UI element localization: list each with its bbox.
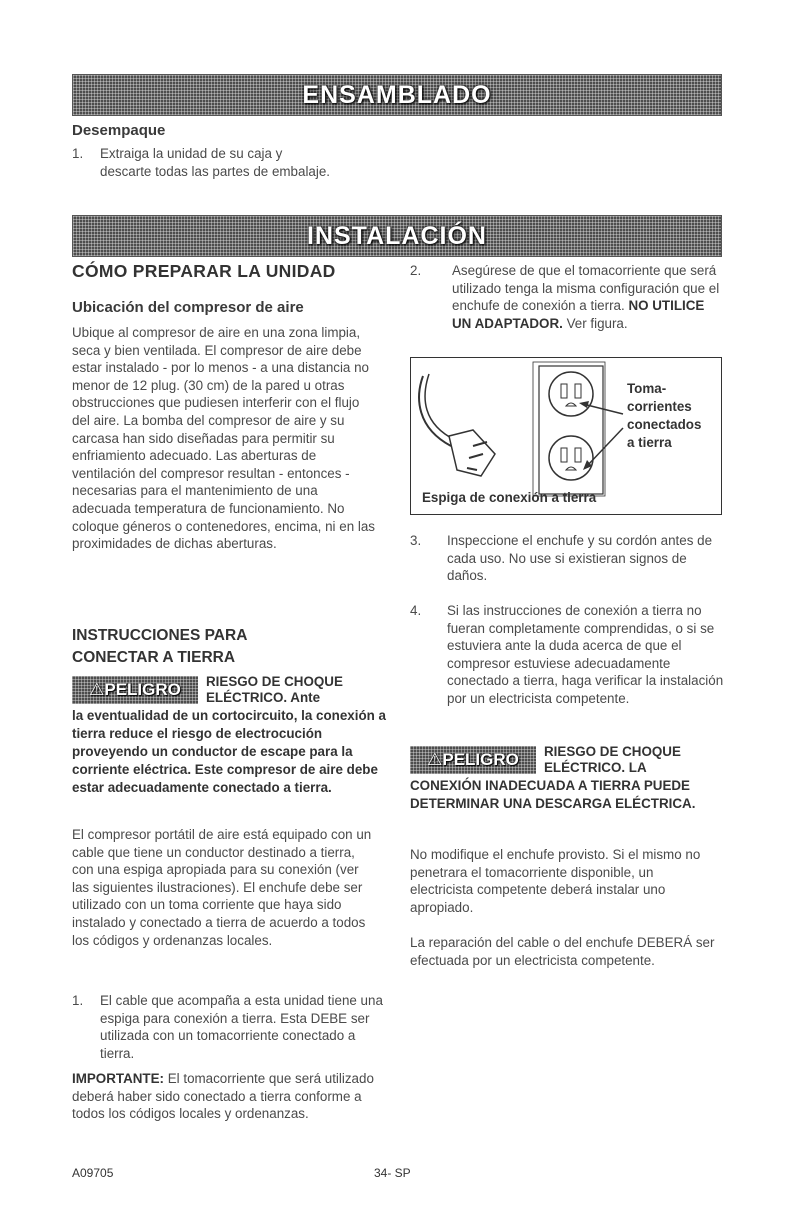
importante-label: IMPORTANTE: — [72, 1071, 164, 1086]
right-item-2 — [410, 262, 726, 332]
modifique-paragraph: No modifique el enchufe provisto. Si el mismo no penetrara el tomacorriente disponible, un electricista competente deberá instalar uno apropiado. — [410, 847, 701, 915]
label-line: conectados — [627, 417, 702, 432]
como-preparar-title: CÓMO PREPARAR LA UNIDAD — [72, 261, 336, 281]
list-text: Si las instrucciones de conexión a tierra no fueran completamente comprendidas, o si se estuviera ante la duda acerca de que el compresor estuviese adecuadamente conectado a tierra, haga verificar la instalación por un electricista competente. — [447, 603, 724, 706]
warning-text: CONEXIÓN INADECUADA A TIERRA PUEDE DETERMINAR UNA DESCARGA ELÉCTRICA. — [410, 778, 696, 811]
peligro-badge — [410, 746, 536, 774]
outlet-receptacle-bottom — [549, 436, 593, 480]
grounding-figure — [410, 357, 722, 515]
importante-paragraph — [72, 1070, 387, 1123]
desempaque-item-1 — [72, 145, 337, 180]
ubicacion-paragraph: Ubique al compresor de aire en una zona limpia, seca y bien ventilada. El compresor de aire debe estar instalado - por lo menos - a una distancia no menor de 12 plug. (30 cm) de la pared u otras obstrucciones que pudiesen interferir con el flujo del aire. La bomba del compresor de aire y su carcasa han sido diseñadas para permitir su enfriamiento adecuado. Las aberturas de ventilación del compresor resultan - entonces - necesarias para el mantenimiento de una adecuada temperatura de funcionamiento. No coloque géneros o contenedores, encima, ni en las proximidades de dichas aberturas. — [72, 325, 375, 552]
peligro-label: ⚠PELIGRO — [89, 680, 181, 699]
desempaque-title: Desempaque — [72, 122, 166, 139]
reparacion-paragraph: La reparación del cable o del enchufe DEBERÁ ser efectuada por un electricista competente. — [410, 935, 715, 968]
outlet-slot — [561, 448, 567, 462]
list-number: 3. — [410, 533, 422, 548]
warning-title: RIESGO DE CHOQUE ELÉCTRICO. Ante — [206, 674, 343, 705]
toma-corrientes-label — [627, 380, 721, 452]
list-number: 4. — [410, 603, 422, 618]
list-text: Asegúrese de que el tomacorriente que será utilizado tenga la misma configuración que el enchufe de conexión a tierra. — [452, 263, 720, 314]
label-line: Toma- — [627, 381, 667, 396]
outlet-receptacle-top — [549, 372, 593, 416]
right-item-4 — [410, 602, 726, 708]
no-adaptador-text: NO UTILICE UN ADAPTADOR. — [452, 298, 705, 331]
warning-block-1 — [72, 674, 392, 797]
peligro-label: ⚠PELIGRO — [427, 750, 519, 769]
outlet-slot — [561, 384, 567, 398]
list-text: Inspeccione el enchufe y su cordón antes de cada uso. No use si existieran signos de daños. — [447, 533, 713, 584]
warning-block-2 — [410, 744, 726, 813]
list-text: El cable que acompaña a esta unidad tiene una espiga para conexión a tierra. Esta DEBE ser utilizada con un tomacorriente conectado a tierra. — [100, 993, 383, 1061]
label-line: a tierra — [627, 435, 672, 450]
right-item-3 — [410, 532, 726, 585]
espiga-label: Espiga de conexión a tierra — [422, 490, 597, 505]
label-line: corrientes — [627, 399, 692, 414]
peligro-badge — [72, 676, 198, 704]
list-text: Extraiga la unidad de su caja y descarte todas las partes de embalaje. — [100, 146, 331, 179]
ver-figura-text: Ver figura. — [562, 315, 628, 331]
instalacion-title: INSTALACIÓN — [307, 221, 487, 250]
ubicacion-title: Ubicación del compresor de aire — [72, 299, 304, 316]
warning-text: la eventualidad de un cortocircuito, la conexión a tierra reduce el riesgo de electrocución proveyendo un conductor de escape para la corriente eléctrica. Este compresor de aire debe estar adecuadamente conectado a tierra. — [72, 708, 387, 795]
instalacion-banner — [72, 215, 722, 257]
portatil-paragraph: El compresor portátil de aire está equipado con un cable que tiene un conductor destinado a tierra, con una espiga apropiada para su conexión (ver las siguientes ilustraciones). El enchufe debe ser utilizado con un toma corriente que haya sido instalado y conectado a tierra de acuerdo a todos los códigos y ordenanzas locales. — [72, 827, 372, 948]
outlet-slot — [575, 384, 581, 398]
list-number: 1. — [72, 146, 84, 161]
list-number: 1. — [72, 993, 84, 1008]
outlet-slot — [575, 448, 581, 462]
page-number: 34- SP — [374, 1166, 411, 1180]
importante-text: El tomacorriente que será utilizado deberá haber sido conectado a tierra conforme a todos los códigos locales y ordenanzas. — [72, 1071, 374, 1122]
warning-title: RIESGO DE CHOQUE ELÉCTRICO. LA — [544, 744, 681, 775]
document-code: A09705 — [72, 1166, 114, 1180]
tierra-title: INSTRUCCIONES PARA CONECTAR A TIERRA — [72, 627, 247, 666]
left-item-1 — [72, 992, 392, 1062]
ensamblado-title: ENSAMBLADO — [302, 80, 492, 109]
list-number: 2. — [410, 263, 422, 278]
ensamblado-banner — [72, 74, 722, 116]
